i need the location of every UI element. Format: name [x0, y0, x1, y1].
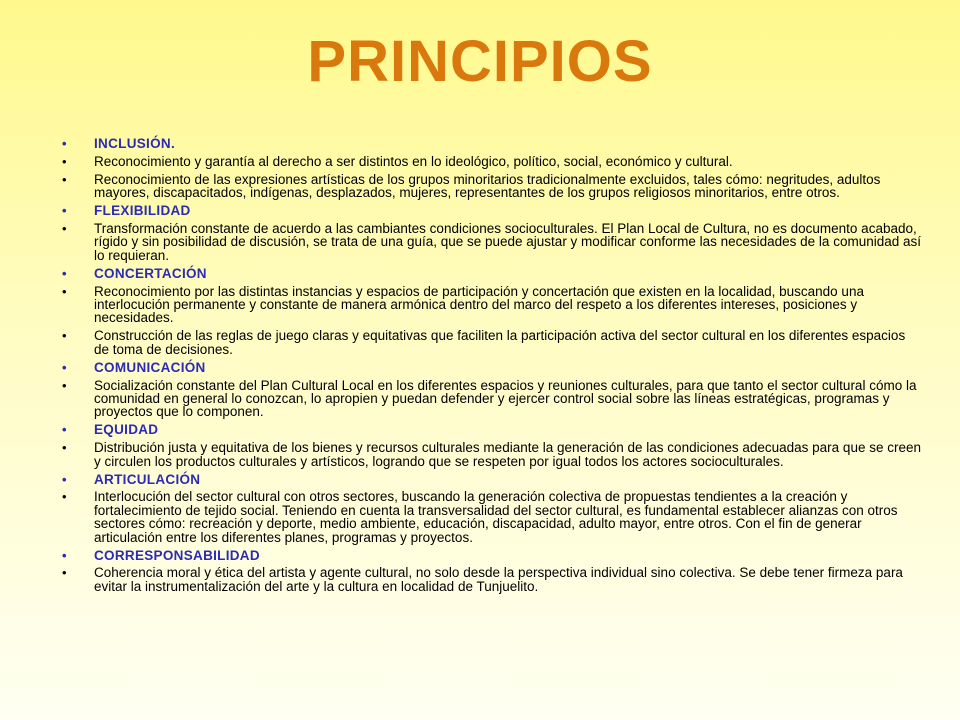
- bullet-icon: •: [62, 221, 67, 237]
- item-text: Reconocimiento y garantía al derecho a ser distintos en lo ideológico, político, social, económico y cultural.: [94, 153, 733, 169]
- item-text: Distribución justa y equitativa de los bienes y recursos culturales mediante la generación de las condiciones adecuadas para que se creen y circulen los productos culturales y artísticos, logrando que se respeten por igual todos los actores socioculturales.: [94, 440, 921, 469]
- item-text: Interlocución del sector cultural con otros sectores, buscando la generación colectiva de propuestas tendientes a la creación y fortalecimiento de tejido social. Teniendo en cuenta la transversalidad del sector cultural, es fundamental establecer alianzas con otros sectores cómo: recreación y deporte, medio ambiente, educación, discapacidad, adulto mayor, entre otros. Con el fin de generar articulación entre los diferentes planes, programas y proyectos.: [94, 489, 898, 545]
- principle-heading: [62, 137, 922, 150]
- bullet-icon: •: [62, 565, 67, 581]
- item-text: Reconocimiento por las distintas instancias y espacios de participación y concertación que existen en la localidad, buscando una interlocución permanente y constante de manera armónica dentro del marco del respeto a los diferentes intereses, posiciones y necesidades.: [94, 283, 864, 326]
- principle-heading: [62, 473, 922, 486]
- principle-heading: [62, 267, 922, 280]
- bullet-icon: •: [62, 153, 67, 169]
- bullet-icon: •: [62, 377, 67, 393]
- principle-heading: [62, 423, 922, 436]
- item-text: CORRESPONSABILIDAD: [94, 547, 260, 563]
- bullet-icon: •: [62, 171, 67, 187]
- principle-heading: [62, 361, 922, 374]
- principle-description: [62, 222, 922, 262]
- bullet-icon: •: [62, 283, 67, 299]
- item-text: Coherencia moral y ética del artista y agente cultural, no solo desde la perspectiva individual sino colectiva. Se debe tener firmeza para evitar la instrumentalización del arte y la cultura en localidad de Tunjuelito.: [94, 565, 903, 594]
- item-text: FLEXIBILIDAD: [94, 203, 191, 219]
- slide-title: PRINCIPIOS: [307, 29, 653, 94]
- principle-heading: [62, 204, 922, 217]
- bullet-icon: •: [62, 547, 67, 563]
- principle-description: [62, 566, 922, 593]
- principle-description: [62, 155, 922, 168]
- principle-description: [62, 379, 922, 419]
- principle-heading: [62, 549, 922, 562]
- bullet-icon: •: [62, 422, 67, 438]
- item-text: Construcción de las reglas de juego claras y equitativas que faciliten la participación activa del sector cultural en los diferentes espacios de toma de decisiones.: [94, 328, 906, 357]
- bullet-icon: •: [62, 489, 67, 505]
- bullet-icon: •: [62, 265, 67, 281]
- bullet-icon: •: [62, 471, 67, 487]
- item-text: Reconocimiento de las expresiones artísticas de los grupos minoritarios tradicionalmente excluidos, tales cómo: negritudes, adultos mayores, discapacitados, indígenas, desplazados, mujeres, representantes de los grupos religiosos minoritarios, entre otros.: [94, 171, 881, 201]
- item-text: Socialización constante del Plan Cultural Local en los diferentes espacios y reuniones culturales, para que tanto el sector cultural cómo la comunidad en general lo conozcan, lo apropien y puedan defender y ejercer control social sobre las líneas estratégicas, programas y proyectos que lo componen.: [94, 377, 917, 420]
- item-text: COMUNICACIÓN: [94, 359, 206, 375]
- principle-description: [62, 490, 922, 544]
- item-text: Transformación constante de acuerdo a las cambiantes condiciones socioculturales. El Plan Local de Cultura, no es documento acabado, rígido y sin posibilidad de discusión, se trata de una guía, que se puede ajustar y modificar conforme las necesidades de la comunidad así lo requieran.: [94, 221, 921, 263]
- principle-description: [62, 329, 922, 356]
- bullet-icon: •: [62, 328, 67, 344]
- principle-description: [62, 285, 922, 325]
- principles-list: [62, 137, 922, 598]
- bullet-icon: •: [62, 203, 67, 219]
- item-text: ARTICULACIÓN: [94, 471, 201, 487]
- principle-description: [62, 173, 922, 200]
- item-text: EQUIDAD: [94, 422, 159, 438]
- principle-description: [62, 441, 922, 468]
- bullet-icon: •: [62, 136, 67, 151]
- bullet-icon: •: [62, 440, 67, 456]
- bullet-icon: •: [62, 359, 67, 375]
- item-text: CONCERTACIÓN: [94, 265, 207, 281]
- item-text: INCLUSIÓN.: [94, 136, 176, 151]
